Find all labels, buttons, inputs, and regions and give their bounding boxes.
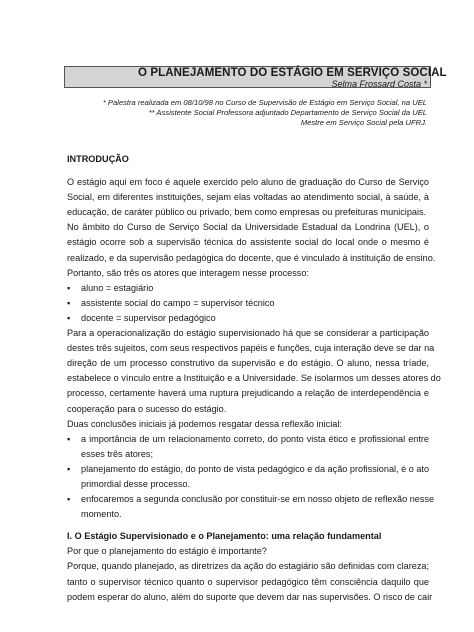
text-line: Porque, quando planejado, as diretrizes da ação do estagiário são definidas com clareza;	[67, 561, 429, 572]
bullet-icon: ▪	[67, 433, 71, 444]
text-line: podem esperar do aluno, além do suporte que devem dar nas supervisões. O risco de cair	[67, 591, 433, 602]
text-line: Social, em diferentes instituições, sejam elas voltadas ao atendimento social, à saúde, à	[67, 192, 429, 203]
intro-paragraph-2	[67, 220, 436, 265]
bullet-icon: ▪	[67, 297, 71, 308]
list-item: ▪ assistente social do campo = supervisor técnico	[67, 296, 429, 311]
section-paragraph-1	[67, 559, 433, 604]
text-line: processo, certamente haverá uma ruptura prejudicando a relação de interdependência e	[67, 388, 429, 399]
section-heading: I. O Estágio Supervisionado e o Planejamento: uma relação fundamental	[67, 531, 382, 542]
note-line: * Palestra realizada em 08/10/98 no Curso de Supervisão de Estágio em Serviço Social, na UEL	[102, 98, 427, 107]
list-item: ▪ docente = supervisor pedagógico	[67, 311, 429, 326]
note-line: Mestre em Serviço Social pela UFRJ.	[300, 118, 427, 127]
list-item: ▪ planejamento do estágio, do ponto de vista pedagógico e da ação profissional, é o ato primordial desse processo.	[67, 463, 430, 489]
intro-paragraph-3: Portanto, são três os atores que interagem nesse processo:	[67, 267, 309, 278]
bullet-icon: ▪	[67, 312, 71, 323]
bullet-icon: ▪	[67, 282, 71, 293]
body-text	[67, 152, 441, 605]
author-name: Selma Frossard Costa *	[331, 79, 427, 89]
text-line: destes três sujeitos, com seus respectivos papéis e funções, cuja interação deve se dar na	[67, 343, 435, 354]
text-line: cooperação para o sucesso do estágio.	[67, 403, 227, 414]
list-item: ▪ a importância de um relacionamento correto, do ponto vista ético e profissional entre esses três atores;	[67, 433, 429, 459]
document-title: O PLANEJAMENTO DO ESTÁGIO EM SERVIÇO SOCIAL	[138, 67, 447, 79]
intro-heading: INTRODUÇÃO	[67, 154, 129, 164]
actors-list	[67, 281, 429, 326]
text-line: realizado, e da supervisão pedagógica do docente, que é vinculado à instituição de ensino.	[67, 252, 436, 263]
note-line: ** Assistente Social Professora adjuntado Departamento de Serviço Social da UEL	[148, 108, 427, 117]
text-line: estabelece o vínculo entre a Instituição e a Universidade. Se isolarmos um desses atores do	[67, 373, 441, 384]
text-line: estágio ocorre sob a supervisão técnica do assistente social do local onde o mesmo é	[67, 237, 429, 248]
list-item: ▪ enfocaremos a segunda conclusão por constituir-se em nosso objeto de reflexão nesse momento.	[67, 494, 435, 520]
text-line: Para a operacionalização do estágio supervisionado há que se considerar a participação	[67, 328, 429, 339]
footnotes	[47, 98, 427, 128]
section-question: Por que o planejamento do estágio é importante?	[67, 546, 267, 557]
list-item: ▪ aluno = estagiário	[67, 281, 429, 296]
conclusions-list	[67, 432, 435, 523]
intro-paragraph-4	[67, 326, 441, 417]
intro-paragraph-5: Duas conclusões iniciais já podemos resgatar dessa reflexão inicial:	[67, 418, 342, 429]
text-line: O estágio aqui em foco é aquele exercido pelo aluno de graduação do Curso de Serviço	[67, 177, 429, 188]
intro-paragraph-1	[67, 175, 429, 220]
bullet-icon: ▪	[67, 494, 71, 505]
text-line: No âmbito do Curso de Serviço Social da Universidade Estadual da Londrina (UEL), o	[67, 222, 429, 233]
text-line: educação, de caráter público ou privado, bem como empresas ou prefeituras municipais.	[67, 207, 427, 218]
bullet-icon: ▪	[67, 463, 71, 474]
text-line: direção de um processo construtivo da supervisão e do estágio. O aluno, nessa tríade,	[67, 358, 429, 369]
text-line: tanto o supervisor técnico quanto o supervisor pedagógico têm consciência daquilo que	[67, 576, 429, 587]
